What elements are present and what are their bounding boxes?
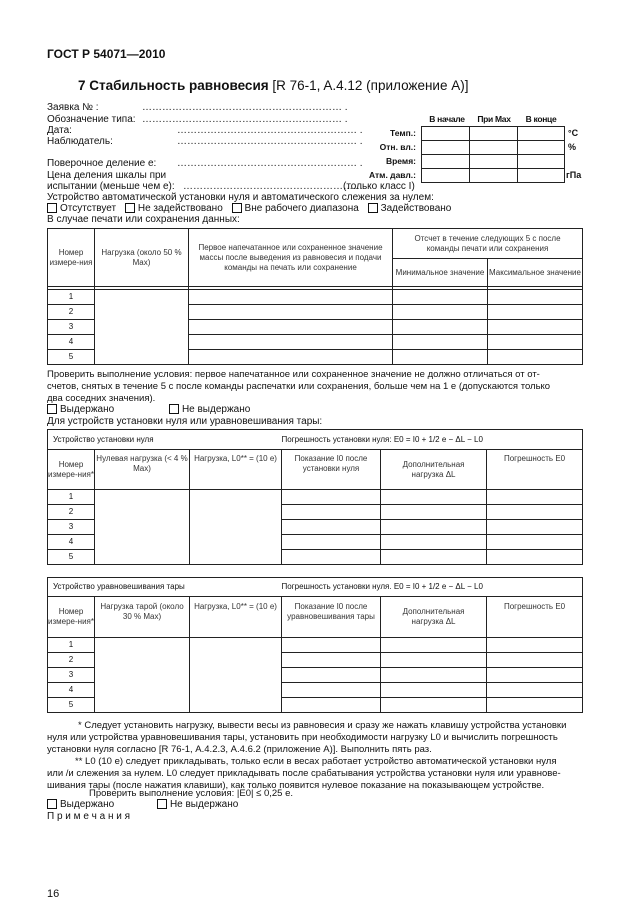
verification-division-field[interactable]: ……………………………………………… . — [177, 158, 363, 169]
checkbox-fail[interactable] — [169, 404, 179, 414]
table-cell[interactable] — [282, 535, 381, 550]
col-header-load: Нагрузка (около 50 % Max) — [95, 229, 189, 287]
observer-label: Наблюдатель: — [47, 136, 113, 147]
type-field[interactable]: …………………………………………………… . — [142, 114, 348, 125]
table-cell[interactable] — [381, 698, 487, 713]
table-cell[interactable] — [189, 305, 393, 320]
col-header-first-value: Первое напечатанное или сохраненное значение массы после выведения из равновесия и подачи команды на печать или сохранение — [189, 229, 393, 287]
table-cell[interactable] — [487, 683, 583, 698]
table2-error-formula: Погрешность установки нуля: E0 = I0 + 1/2 e − ΔL − L0 — [282, 430, 583, 450]
table-cell[interactable] — [282, 683, 381, 698]
pass-label: Выдержано — [60, 799, 115, 810]
checkbox-fail[interactable] — [157, 799, 167, 809]
table-cell[interactable] — [487, 535, 583, 550]
table-cell[interactable] — [487, 668, 583, 683]
table-cell[interactable] — [381, 550, 487, 565]
load-cell[interactable] — [95, 490, 190, 565]
option-not-used: Не задействовано — [137, 203, 223, 214]
env-col-start: В начале — [429, 114, 465, 124]
row-number: 3 — [48, 668, 95, 683]
row-number: 3 — [48, 320, 95, 335]
table-cell[interactable] — [488, 350, 583, 365]
col-header-tare-load: Нагрузка тарой (около 30 % Max) — [95, 597, 190, 638]
table-cell[interactable] — [282, 520, 381, 535]
table-cell[interactable] — [393, 305, 488, 320]
checkbox[interactable] — [368, 203, 378, 213]
env-unit-humidity: % — [568, 142, 577, 152]
table-cell[interactable] — [488, 335, 583, 350]
table-cell[interactable] — [487, 698, 583, 713]
row-number: 2 — [48, 653, 95, 668]
col-header-additional-load: Дополнительная нагрузка ΔL — [381, 597, 487, 638]
table-cell[interactable] — [282, 505, 381, 520]
col-header-indication: Показание I0 после установки нуля — [282, 450, 381, 490]
footnote1-line-2: нуля или устройства уравновешивания тары, установить при необходимости нагрузку L0 и вычислить погрешность — [47, 732, 558, 743]
check2: Проверить выполнение условия: |E0| ≤ 0,25 e. — [89, 788, 293, 799]
col-header-additional-load: Дополнительная нагрузка ΔL — [381, 450, 487, 490]
env-label-temp: Темп.: — [390, 128, 416, 138]
checkbox-pass[interactable] — [47, 799, 57, 809]
fail-label: Не выдержано — [169, 799, 239, 810]
env-cell[interactable] — [470, 127, 518, 141]
table-cell[interactable] — [381, 535, 487, 550]
scale-division-label-2: испытании (меньше чем e): — [47, 181, 175, 192]
table-cell[interactable] — [381, 653, 487, 668]
row-number: 2 — [48, 305, 95, 320]
env-cell[interactable] — [470, 169, 518, 183]
env-cell[interactable] — [518, 141, 565, 155]
verification-division-label: Поверочное деление e: — [47, 158, 157, 169]
row-number: 5 — [48, 350, 95, 365]
table-cell[interactable] — [282, 490, 381, 505]
env-cell[interactable] — [422, 127, 470, 141]
table-cell[interactable] — [393, 350, 488, 365]
table-cell[interactable] — [381, 520, 487, 535]
table-cell[interactable] — [189, 335, 393, 350]
footnote2-line-3: шивания тары (после нажатия клавиши), как только появится нулевое показание на показывающем устройстве. — [47, 780, 545, 791]
env-unit-temp: °C — [568, 128, 579, 138]
section-title-bold: 7 Стабильность равновесия — [78, 78, 269, 93]
env-cell[interactable] — [422, 155, 470, 169]
table-cell[interactable] — [487, 520, 583, 535]
env-cell[interactable] — [422, 141, 470, 155]
row-number: 2 — [48, 505, 95, 520]
table-cell[interactable] — [282, 550, 381, 565]
table-cell[interactable] — [488, 290, 583, 305]
table3-title: Устройство уравновешивания тары — [48, 578, 282, 597]
table-cell[interactable] — [381, 490, 487, 505]
col-header-number: Номер измере-ния* — [48, 450, 95, 490]
table-cell[interactable] — [381, 668, 487, 683]
env-cell[interactable] — [422, 169, 470, 183]
scale-division-label-1: Цена деления шкалы при — [47, 170, 167, 181]
print-label: В случае печати или сохранения данных: — [47, 214, 240, 225]
tare-balancing-table — [47, 577, 583, 713]
row-number: 4 — [48, 683, 95, 698]
table-cell[interactable] — [487, 505, 583, 520]
check1-line-2: счетов, снятых в течение 5 с после команды распечатки или сохранения, больше чем на 1 e (допускаются только — [47, 381, 551, 392]
option-out-of-range: Вне рабочего диапазона — [244, 203, 359, 214]
col-header-zero-load: Нулевая нагрузка (< 4 % Max) — [95, 450, 190, 490]
table-cell[interactable] — [393, 335, 488, 350]
table3-error-formula: Погрешность установки нуля. E0 = I0 + 1/2 e − ΔL − L0 — [282, 578, 583, 597]
table-cell[interactable] — [381, 683, 487, 698]
row-number: 4 — [48, 535, 95, 550]
env-cell[interactable] — [518, 127, 565, 141]
col-header-max: Максимальное значение — [488, 259, 583, 287]
table-cell[interactable] — [488, 320, 583, 335]
table-cell[interactable] — [381, 638, 487, 653]
env-cell[interactable] — [470, 141, 518, 155]
check1-line-3: два соседних значения). — [47, 393, 156, 404]
scale-division-field[interactable]: ……………………………………………… — [183, 181, 363, 192]
env-unit-pressure: гПа — [566, 170, 582, 180]
table-cell[interactable] — [189, 320, 393, 335]
env-col-end: В конце — [525, 114, 557, 124]
class-note: (только класс I) — [343, 181, 415, 192]
option-absent: Отсутствует — [60, 203, 117, 214]
col-header-error: Погрешность E0 — [487, 597, 583, 638]
table-cell[interactable] — [282, 653, 381, 668]
checkbox-pass[interactable] — [47, 404, 57, 414]
table-cell[interactable] — [282, 698, 381, 713]
env-cell[interactable] — [470, 155, 518, 169]
checkbox[interactable] — [47, 203, 57, 213]
load-cell[interactable] — [95, 290, 189, 365]
table-cell[interactable] — [487, 653, 583, 668]
row-number: 1 — [48, 290, 95, 305]
date-label: Дата: — [47, 125, 72, 136]
l0-cell[interactable] — [190, 490, 282, 565]
checkbox[interactable] — [125, 203, 135, 213]
col-header-indication: Показание I0 после уравновешивания тары — [282, 597, 381, 638]
row-number: 3 — [48, 520, 95, 535]
env-label-pressure: Атм. давл.: — [368, 170, 416, 180]
env-label-humidity: Отн. вл.: — [379, 142, 416, 152]
footnote1-line-3: установки нуля согласно [R 76-1, А.4.2.3, А.4.6.2 (приложение А)]. Выполнить пять раз. — [47, 744, 432, 755]
env-label-time: Время: — [385, 156, 416, 166]
row-number: 1 — [48, 490, 95, 505]
observer-field[interactable]: ……………………………………………… . — [177, 136, 363, 147]
zero-devices-label: Для устройств установки нуля или уравновешивания тары: — [47, 416, 323, 427]
col-header-l0: Нагрузка, L0** = (10 e) — [190, 450, 282, 490]
date-field[interactable]: ……………………………………………… . — [177, 125, 363, 136]
table-cell[interactable] — [282, 638, 381, 653]
footnote2-line-1: ** L0 (10 e) следует прикладывать, только если в весах работает устройство автоматической установки нуля — [75, 756, 557, 767]
result1 — [47, 404, 250, 416]
col-header-min: Минимальное значение — [393, 259, 488, 287]
env-cell[interactable] — [518, 155, 565, 169]
document-header: ГОСТ Р 54071—2010 — [47, 47, 166, 61]
fail-label: Не выдержано — [181, 404, 251, 415]
request-label: Заявка № : — [47, 102, 99, 113]
footnote2-line-2: или /и слежения за нулем. L0 следует прикладывать после срабатывания устройства установки нуля или уравнове- — [47, 768, 561, 779]
col-header-number: Номер измере-ния* — [48, 597, 95, 638]
option-active: Задействовано — [380, 203, 452, 214]
table-cell[interactable] — [487, 490, 583, 505]
row-number: 4 — [48, 335, 95, 350]
pass-label: Выдержано — [60, 404, 115, 415]
result2 — [47, 799, 238, 811]
l0-cell[interactable] — [190, 638, 282, 713]
row-number: 5 — [48, 698, 95, 713]
col-header-reading: Отсчет в течение следующих 5 с после команды печати или сохранения — [393, 229, 583, 259]
col-header-number: Номер измере-ния — [48, 229, 95, 287]
check1-line-1: Проверить выполнение условия: первое напечатанное или сохраненное значение не должно отличаться от от- — [47, 369, 540, 380]
section-title-ref: [R 76-1, A.4.12 (приложение A)] — [268, 78, 469, 93]
table-cell[interactable] — [282, 668, 381, 683]
footnote1-line-1: * Следует установить нагрузку, вывести весы из равновесия и сразу же нажать клавишу устройства установки — [78, 720, 567, 731]
notes-heading: П р и м е ч а н и я — [47, 811, 131, 822]
load-cell[interactable] — [95, 638, 190, 713]
type-label: Обозначение типа: — [47, 114, 136, 125]
table-cell[interactable] — [393, 320, 488, 335]
table-cell[interactable] — [487, 550, 583, 565]
table-cell[interactable] — [393, 290, 488, 305]
col-header-error: Погрешность E0 — [487, 450, 583, 490]
checkbox[interactable] — [232, 203, 242, 213]
table-cell[interactable] — [189, 290, 393, 305]
stability-print-table — [47, 228, 583, 365]
request-field[interactable]: …………………………………………………… . — [142, 102, 348, 113]
page-number: 16 — [47, 888, 60, 900]
zero-setting-table — [47, 429, 583, 565]
section-title — [78, 78, 468, 93]
row-number: 1 — [48, 638, 95, 653]
table-cell[interactable] — [487, 638, 583, 653]
row-number: 5 — [48, 550, 95, 565]
col-header-l0: Нагрузка, L0** = (10 e) — [190, 597, 282, 638]
zero-tracking-label: Устройство автоматической установки нуля и автоматического слежения за нулем: — [47, 192, 434, 203]
environment-table — [421, 126, 565, 183]
table2-title: Устройство установки нуля — [48, 430, 282, 450]
table-cell[interactable] — [189, 350, 393, 365]
table-cell[interactable] — [488, 305, 583, 320]
env-cell[interactable] — [518, 169, 565, 183]
env-col-max: При Max — [477, 114, 511, 124]
table-cell[interactable] — [381, 505, 487, 520]
